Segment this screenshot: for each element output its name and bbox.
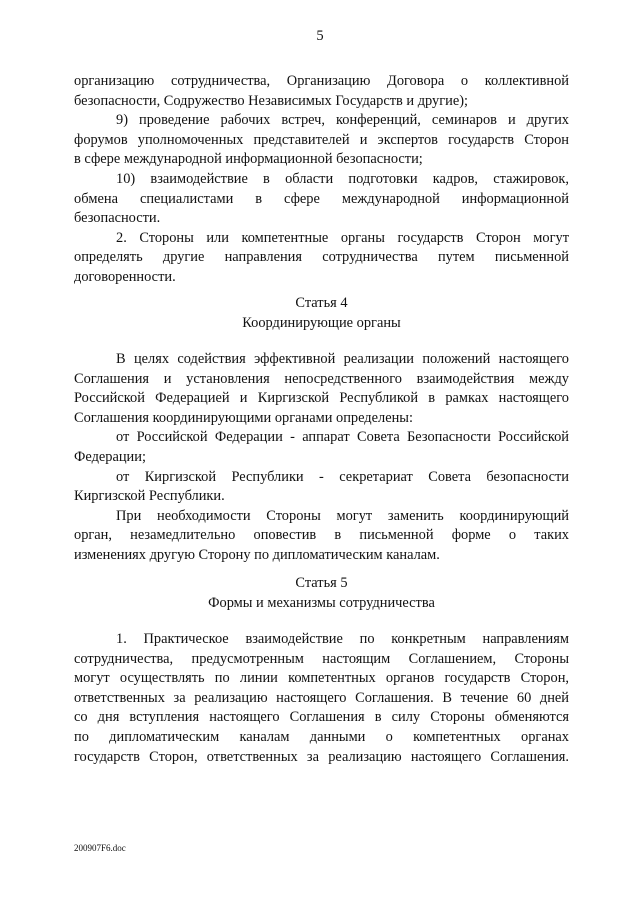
text-line: При необходимости Стороны могут заменить координирующий	[116, 507, 569, 524]
text-line: 10) взаимодействие в области подготовки кадров, стажировок,	[116, 170, 569, 187]
article-4-body	[74, 350, 569, 566]
text-line: Федерации;	[74, 448, 146, 465]
text-line: в сфере международной информационной безопасности;	[74, 151, 423, 168]
text-line: форумов уполномоченных представителей и экспертов государств Сторон	[74, 131, 569, 148]
text-line: орган, незамедлительно оповестив в письменной форме о таких	[74, 527, 569, 544]
text-line: по дипломатическим каналам данными о компетентных органах	[74, 728, 569, 745]
text-line: 1. Практическое взаимодействие по конкретным направлениям	[116, 631, 569, 647]
text-line: Соглашения координирующими органами определены:	[74, 409, 413, 426]
text-line: Статья 4	[295, 295, 348, 311]
page-number: 5	[316, 28, 324, 44]
text-line: сотрудничества, предусмотренным настоящим Соглашением, Стороны	[74, 650, 569, 667]
text-line: 9) проведение рабочих встреч, конференций, семинаров и других	[116, 112, 569, 129]
text-line: изменениях другую Сторону по дипломатическим каналам.	[74, 546, 440, 563]
article-5-body	[74, 630, 569, 767]
article-4-heading	[74, 294, 569, 333]
text-line: В целях содействия эффективной реализации положений настоящего	[116, 351, 569, 367]
text-line: со дня вступления настоящего Соглашения в силу Стороны обменяются	[74, 709, 569, 726]
text-line: Статья 5	[295, 575, 348, 591]
para-top	[74, 72, 569, 288]
text-line: государств Сторон, ответственных за реализацию настоящего Соглашения.	[74, 748, 569, 765]
text-line: безопасности, Содружество Независимых Государств и другие);	[74, 92, 469, 109]
text-line: определять другие направления сотрудничества путем письменной	[74, 249, 569, 266]
text-line: Соглашения и установления непосредственного взаимодействия между	[74, 370, 569, 387]
text-line: Киргизской Республики.	[74, 488, 225, 505]
file-name-footer: 200907F6.doc	[74, 843, 126, 853]
text-line: безопасности.	[74, 210, 161, 227]
text-line: Формы и механизмы сотрудничества	[208, 594, 435, 611]
text-line: 2. Стороны или компетентные органы государств Сторон могут	[116, 229, 569, 246]
text-line: могут осуществлять по линии компетентных органов государств Сторон,	[74, 670, 569, 687]
text-line: Российской Федерацией и Киргизской Республикой в рамках настоящего	[74, 390, 569, 407]
text-line: организацию сотрудничества, Организацию Договора о коллективной	[74, 73, 569, 89]
text-line: Координирующие органы	[242, 314, 401, 331]
text-line: от Киргизской Республики - секретариат Совета безопасности	[116, 468, 569, 485]
text-line: ответственных за реализацию настоящего Соглашения. В течение 60 дней	[74, 689, 569, 706]
text-line: обмена специалистами в сфере международной информационной	[74, 190, 569, 207]
text-line: от Российской Федерации - аппарат Совета Безопасности Российской	[116, 429, 569, 446]
text-line: договоренности.	[74, 268, 176, 285]
article-5-heading	[74, 574, 569, 613]
